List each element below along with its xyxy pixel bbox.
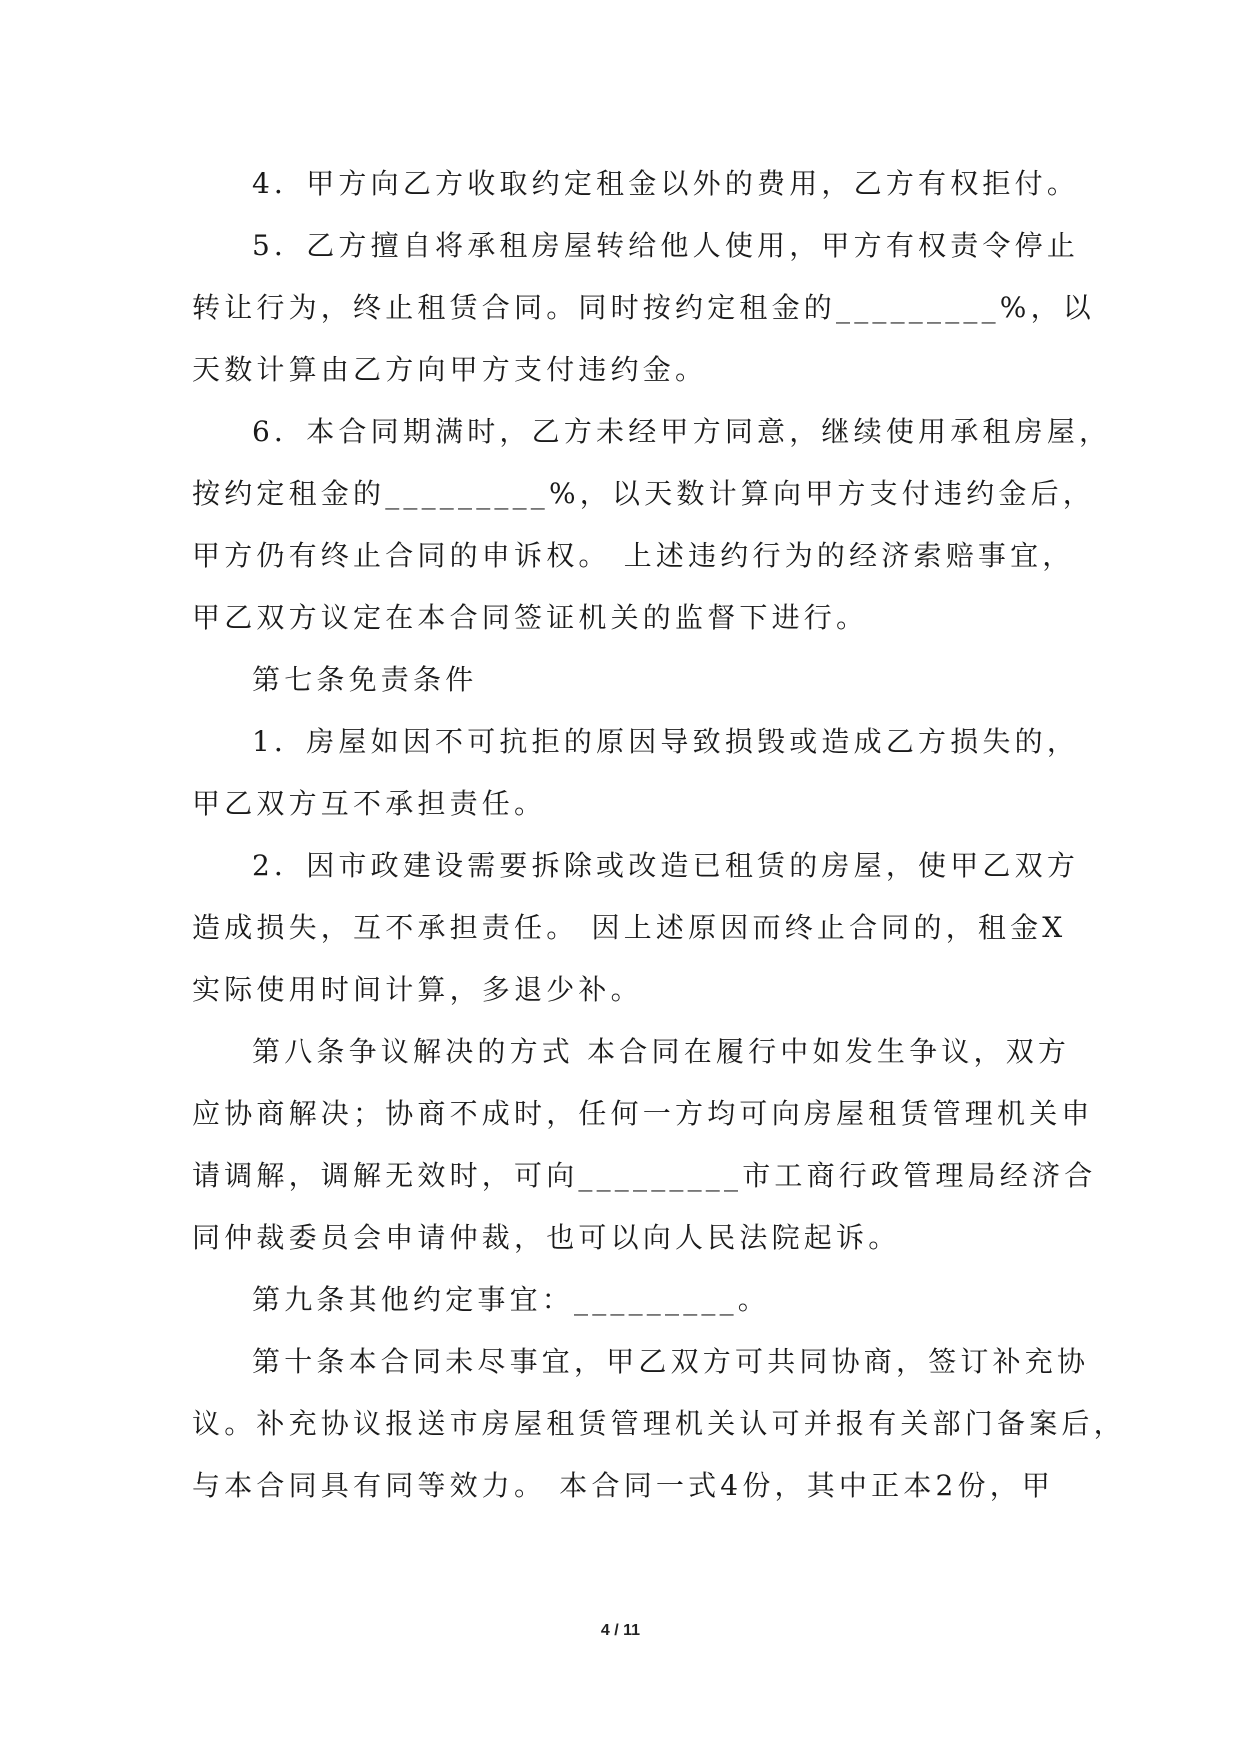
text-line: 6．本合同期满时，乙方未经甲方同意，继续使用承租房屋，: [252, 415, 1112, 448]
text-line: 与本合同具有同等效力。 本合同一式4份，其中正本2份，甲: [192, 1469, 1055, 1502]
text-line: 5．乙方擅自将承租房屋转给他人使用，甲方有权责令停止: [252, 229, 1080, 262]
text-line: 同仲裁委员会申请仲裁，也可以向人民法院起诉。: [192, 1221, 901, 1254]
text-line: 甲方仍有终止合同的申诉权。 上述违约行为的经济索赔事宜，: [192, 539, 1075, 572]
text-line: 第九条其他约定事宜：_________。: [252, 1283, 771, 1316]
document-body: [192, 153, 1126, 1517]
text-line: 4．甲方向乙方收取约定租金以外的费用，乙方有权拒付。: [252, 167, 1080, 200]
text-line: 请调解，调解无效时，可向_________市工商行政管理局经济合: [192, 1159, 1097, 1192]
text-line: 转让行为，终止租赁合同。同时按约定租金的_________%，以: [192, 291, 1096, 324]
text-line: 甲乙双方议定在本合同签证机关的监督下进行。: [192, 601, 869, 634]
text-line: 实际使用时间计算，多退少补。: [192, 973, 643, 1006]
text-line: 应协商解决；协商不成时，任何一方均可向房屋租赁管理机关申: [192, 1097, 1094, 1130]
text-line: 甲乙双方互不承担责任。: [192, 787, 547, 820]
text-line: 第七条免责条件: [252, 663, 478, 696]
text-line: 2．因市政建设需要拆除或改造已租赁的房屋，使甲乙双方: [252, 849, 1080, 882]
text-line: 第八条争议解决的方式 本合同在履行中如发生争议，双方: [252, 1035, 1071, 1068]
text-line: 天数计算由乙方向甲方支付违约金。: [192, 353, 708, 386]
page-number: 4 / 11: [600, 1622, 641, 1639]
text-line: 1．房屋如因不可抗拒的原因导致损毁或造成乙方损失的，: [252, 725, 1080, 758]
text-line: 按约定租金的_________%，以天数计算向甲方支付违约金后，: [192, 477, 1096, 510]
text-line: 第十条本合同未尽事宜，甲乙双方可共同协商，签订补充协: [252, 1345, 1090, 1378]
text-line: 造成损失，互不承担责任。 因上述原因而终止合同的，租金X: [192, 911, 1067, 944]
text-line: 议。补充协议报送市房屋租赁管理机关认可并报有关部门备案后，: [192, 1407, 1126, 1440]
